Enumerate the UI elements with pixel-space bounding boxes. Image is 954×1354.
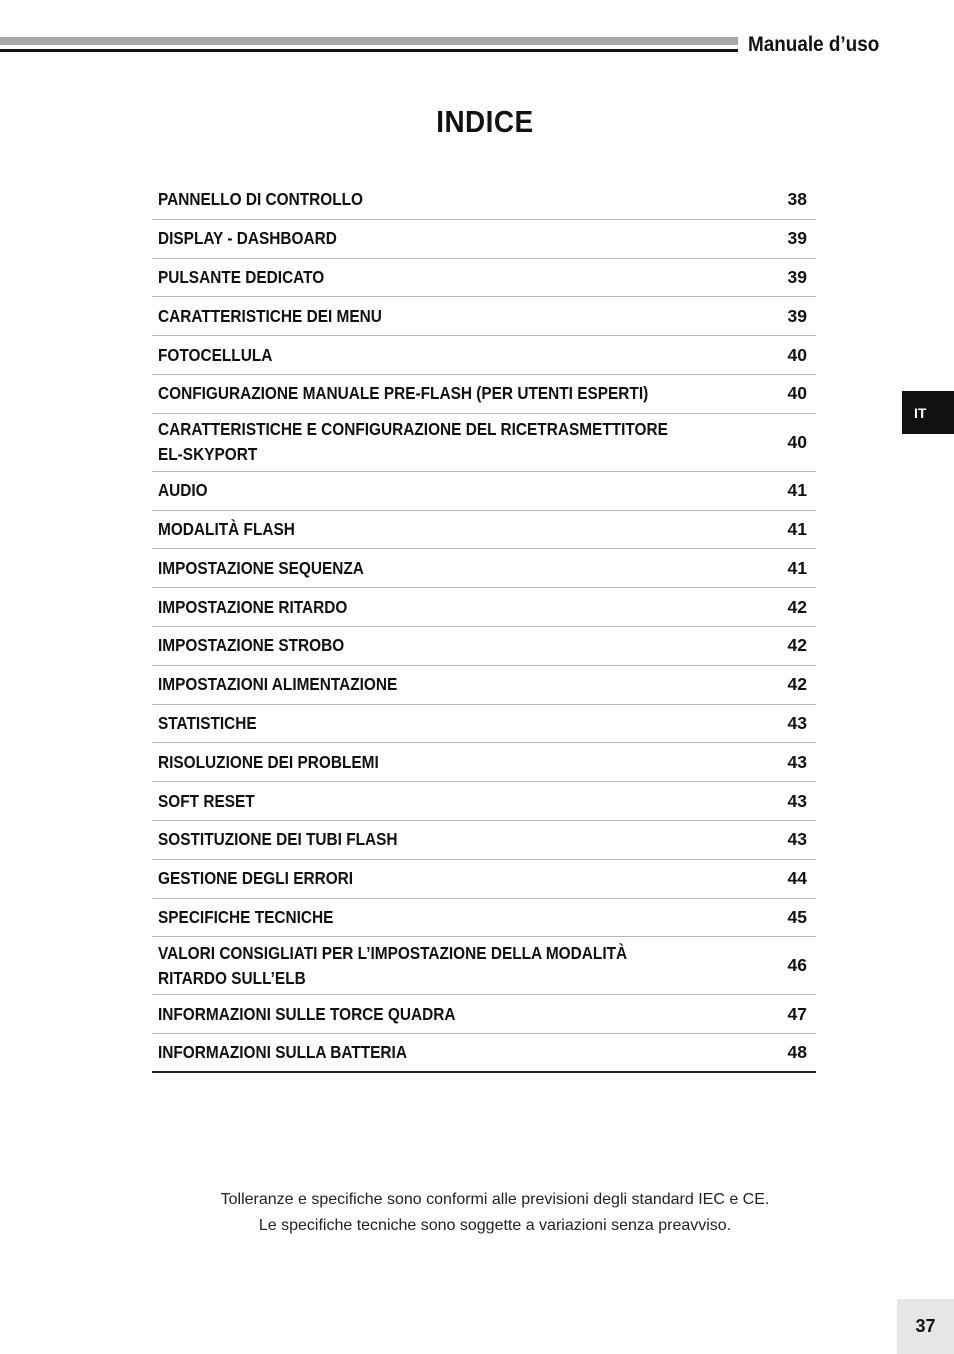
toc-label: PANNELLO DI CONTROLLO (158, 189, 364, 210)
toc-label: CONFIGURAZIONE MANUALE PRE-FLASH (PER UTENTI ESPERTI) (158, 383, 649, 404)
toc-label: SOSTITUZIONE DEI TUBI FLASH (158, 829, 398, 850)
toc-label: IMPOSTAZIONI ALIMENTAZIONE (158, 674, 398, 695)
toc-page-number: 43 (787, 751, 807, 772)
toc-label: INFORMAZIONI SULLA BATTERIA (158, 1042, 407, 1063)
language-tab: IT (902, 391, 954, 434)
toc-row[interactable] (152, 1034, 816, 1073)
toc-page-number: 38 (787, 189, 807, 210)
toc-page-number: 46 (787, 955, 807, 976)
toc-label: IMPOSTAZIONE SEQUENZA (158, 557, 364, 578)
toc-row[interactable] (152, 297, 816, 336)
toc-page-number: 43 (787, 790, 807, 811)
toc-label: CARATTERISTICHE DEI MENU (158, 305, 382, 326)
toc-label: AUDIO (158, 480, 208, 501)
toc-label: INFORMAZIONI SULLE TORCE QUADRA (158, 1003, 456, 1024)
toc-row[interactable] (152, 860, 816, 899)
toc-row[interactable] (152, 627, 816, 666)
toc-label: SPECIFICHE TECNICHE (158, 906, 334, 927)
toc-row[interactable] (152, 549, 816, 588)
footer-note (140, 1187, 850, 1239)
toc-page-number: 43 (787, 712, 807, 733)
toc-label: DISPLAY - DASHBOARD (158, 228, 337, 249)
toc-label: RISOLUZIONE DEI PROBLEMI (158, 751, 379, 772)
page-number: 37 (897, 1299, 954, 1354)
toc-row[interactable] (152, 181, 816, 220)
toc-row[interactable] (152, 821, 816, 860)
toc-page-number: 39 (787, 228, 807, 249)
toc-page-number: 40 (787, 431, 807, 452)
toc-row[interactable] (152, 414, 816, 472)
toc-page-number: 39 (787, 266, 807, 287)
toc-page-number: 42 (787, 635, 807, 656)
toc-page-number: 39 (787, 305, 807, 326)
toc-row[interactable] (152, 220, 816, 259)
toc-page-number: 41 (787, 480, 807, 501)
toc-row[interactable] (152, 995, 816, 1034)
toc-row[interactable] (152, 511, 816, 550)
toc-label: MODALITÀ FLASH (158, 518, 295, 539)
toc-label: PULSANTE DEDICATO (158, 266, 325, 287)
toc-page-number: 44 (787, 868, 807, 889)
toc-row[interactable] (152, 743, 816, 782)
toc-row[interactable] (152, 899, 816, 938)
toc-page-number: 42 (787, 596, 807, 617)
toc-row[interactable] (152, 259, 816, 298)
toc-page-number: 43 (787, 829, 807, 850)
toc-page-number: 45 (787, 906, 807, 927)
toc-page-number: 48 (787, 1042, 807, 1063)
toc-row[interactable] (152, 375, 816, 414)
toc-row[interactable] (152, 666, 816, 705)
toc-page-number: 41 (787, 557, 807, 578)
toc-label: CARATTERISTICHE E CONFIGURAZIONE DEL RICETRASMETTITORE EL-SKYPORT (158, 419, 668, 465)
toc-row[interactable] (152, 472, 816, 511)
toc-page-number: 47 (787, 1003, 807, 1024)
toc-row[interactable] (152, 782, 816, 821)
toc-row[interactable] (152, 705, 816, 744)
header-rule (0, 37, 738, 52)
toc-label: VALORI CONSIGLIATI PER L’IMPOSTAZIONE DELLA MODALITÀ RITARDO SULL’ELB (158, 942, 628, 988)
page-title: INDICE (436, 104, 534, 139)
footer-line-1: Tolleranze e specifiche sono conformi alle previsioni degli standard IEC e CE. (220, 1191, 770, 1208)
manual-title: Manuale d’uso (748, 33, 880, 56)
toc-row[interactable] (152, 336, 816, 375)
toc-label: SOFT RESET (158, 790, 255, 811)
table-of-contents (152, 181, 816, 1073)
toc-label: GESTIONE DEGLI ERRORI (158, 868, 354, 889)
toc-label: STATISTICHE (158, 712, 257, 733)
toc-page-number: 40 (787, 344, 807, 365)
footer-line-2: Le specifiche tecniche sono soggette a variazioni senza preavviso. (258, 1217, 732, 1234)
toc-page-number: 42 (787, 674, 807, 695)
toc-row[interactable] (152, 588, 816, 627)
toc-label: IMPOSTAZIONE STROBO (158, 635, 345, 656)
toc-page-number: 41 (787, 518, 807, 539)
toc-label: FOTOCELLULA (158, 344, 273, 365)
toc-label: IMPOSTAZIONE RITARDO (158, 596, 348, 617)
toc-row[interactable] (152, 937, 816, 995)
toc-page-number: 40 (787, 383, 807, 404)
